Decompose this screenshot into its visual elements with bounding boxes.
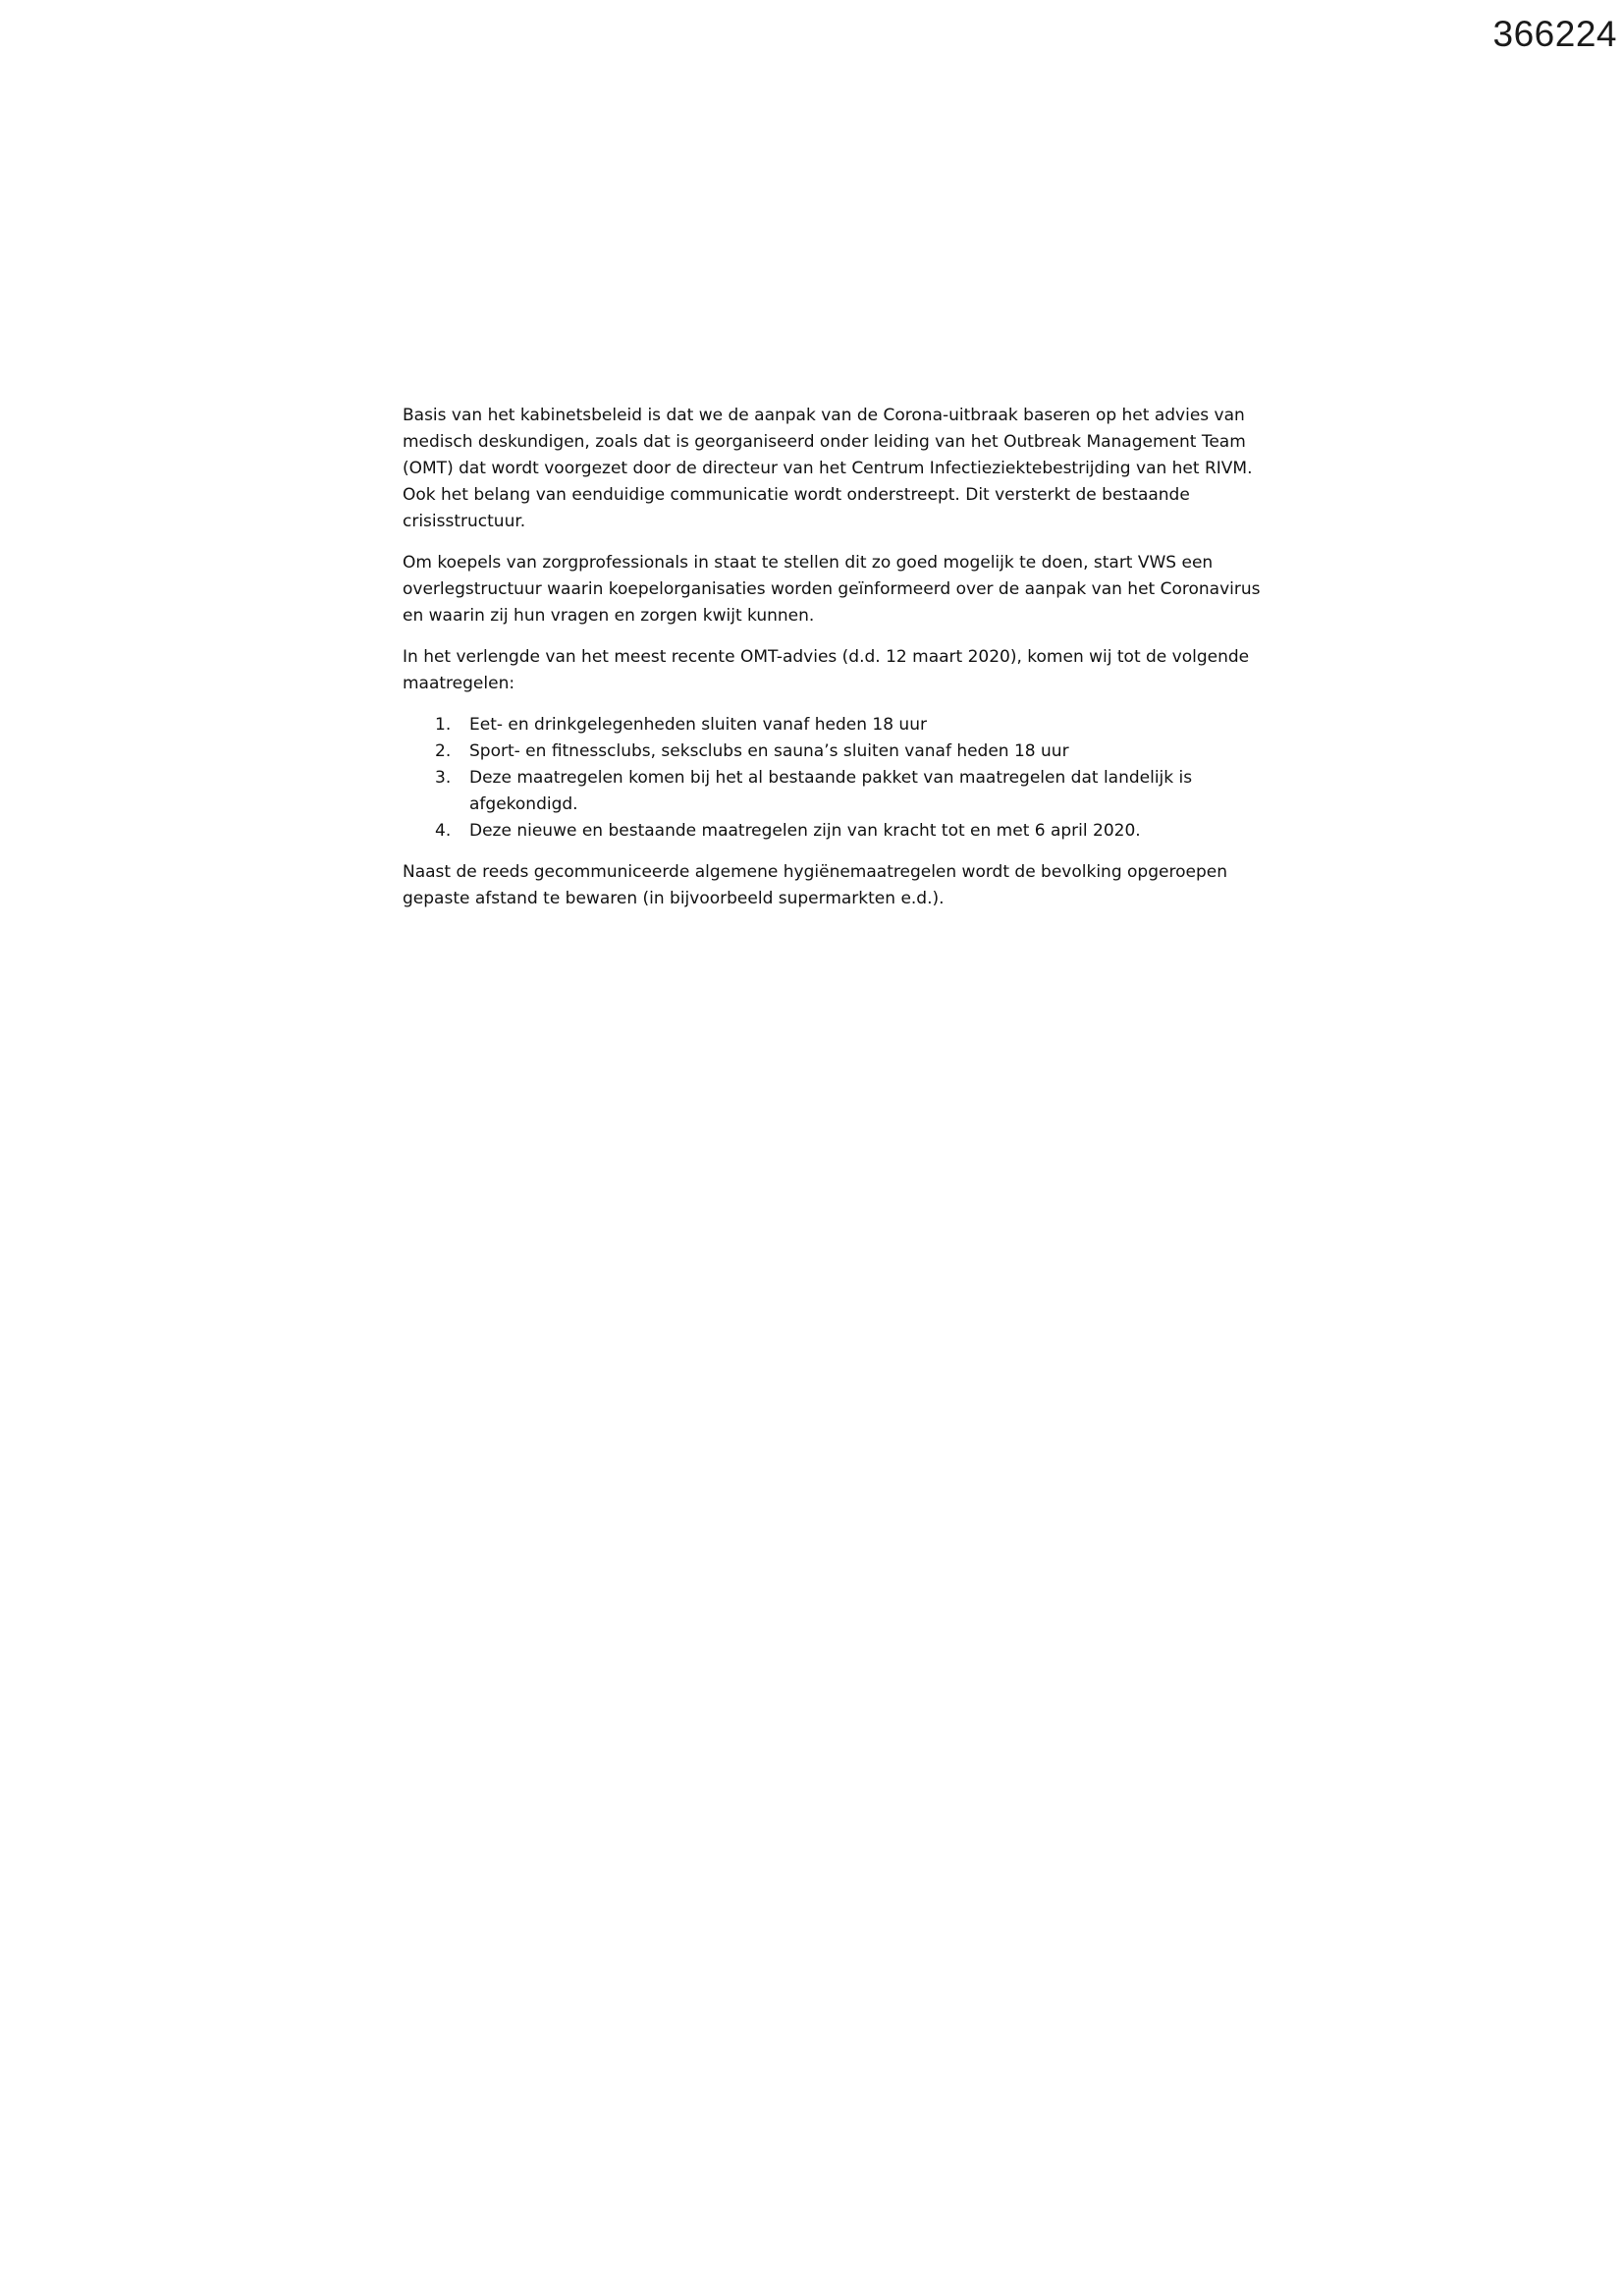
- list-item: [403, 818, 1267, 845]
- list-item: [403, 765, 1267, 818]
- list-item-text: Sport- en fitnessclubs, seksclubs en sauna’s sluiten vanaf heden 18 uur: [469, 741, 1069, 761]
- paragraph-policy-basis: Basis van het kabinetsbeleid is dat we de aanpak van de Corona-uitbraak baseren op het advies van medisch deskundigen, zoals dat is georganiseerd onder leiding van het Outbreak Management Team (OMT) dat wordt voorgezet door de directeur van het Centrum Infectieziektebestrijding van het RIVM. Ook het belang van eenduidige communicatie wordt onderstreept. Dit versterkt de bestaande crisisstructuur.: [403, 406, 1253, 531]
- list-item-number: 1.: [435, 715, 452, 735]
- list-item: [403, 712, 1267, 738]
- paragraph-consultation-structure: Om koepels van zorgprofessionals in staat te stellen dit zo goed mogelijk te doen, start VWS een overlegstructuur waarin koepelorganisaties worden geïnformeerd over de aanpak van het Coronavirus en waarin zij hun vragen en zorgen kwijt kunnen.: [403, 553, 1261, 626]
- paragraph-hygiene-measures: Naast de reeds gecommuniceerde algemene hygiënemaatregelen wordt de bevolking opgeroepen gepaste afstand te bewaren (in bijvoorbeeld supermarkten e.d.).: [403, 862, 1227, 908]
- measures-list: [403, 712, 1267, 845]
- list-item-number: 3.: [435, 768, 452, 788]
- list-item-text: Eet- en drinkgelegenheden sluiten vanaf heden 18 uur: [469, 715, 927, 735]
- document-body: [403, 403, 1267, 927]
- list-item-number: 2.: [435, 741, 452, 761]
- document-number: 366224: [1492, 14, 1617, 54]
- list-item-text: Deze maatregelen komen bij het al bestaande pakket van maatregelen dat landelijk is afgekondigd.: [469, 768, 1193, 814]
- list-item-number: 4.: [435, 821, 452, 841]
- paragraph-omt-advice-intro: In het verlengde van het meest recente OMT-advies (d.d. 12 maart 2020), komen wij tot de volgende maatregelen:: [403, 647, 1250, 693]
- list-item-text: Deze nieuwe en bestaande maatregelen zijn van kracht tot en met 6 april 2020.: [469, 821, 1141, 841]
- list-item: [403, 738, 1267, 765]
